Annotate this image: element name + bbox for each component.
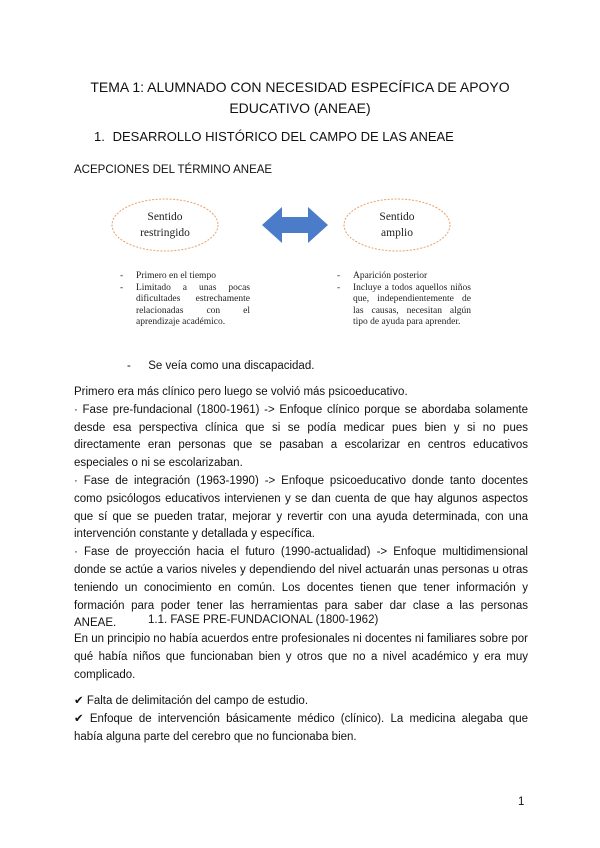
phase1-paragraph: · Fase pre-fundacional (1800-1961) -> Enfoque clínico porque se abordaba solamente desde esa perspectiva clínica que si se podía medicar pues bien y si no pues directamente eran personas que se pasaban a escolarizar en centros educativos especiales o ni se escolarizaban. [74,403,528,470]
document-title-line1: TEMA 1: ALUMNADO CON NECESIDAD ESPECÍFICA DE APOYO [90,79,510,95]
list-item: - Incluye a todos aquellos niños que, independientemente de las causas, necesitan algún tipo de ayuda para aprender. [337,283,471,329]
intro-paragraph: Primero era más clínico pero luego se volvió más psicoeducativo. [74,386,408,398]
document-title-line2: EDUCATIVO (ANEAE) [229,100,371,116]
section-title: DESARROLLO HISTÓRICO DEL CAMPO DE LAS ANEAE [112,129,454,144]
phases-block [74,384,528,633]
dash-list-item [127,360,314,372]
list-item: - Primero en el tiempo [120,271,250,283]
check-item: ✔ Enfoque de intervención básicamente médico (clínico). La medicina alegaba que había alguna parte del cerebro que no funcionaba bien. [74,712,528,743]
oval-right-line2: amplio [381,227,413,239]
subsection-heading: ACEPCIONES DEL TÉRMINO ANEAE [74,164,273,176]
oval-right-line1: Sentido [379,211,415,223]
acepciones-diagram [110,196,500,256]
oval-right-label [347,209,447,241]
phase3-paragraph: · Fase de proyección hacia el futuro (1990-actualidad) -> Enfoque multidimensional donde se actúe a varios niveles y dependiendo del nivel actuarán unas personas u otras teniendo un conocimiento en común. Los docentes tienen que tener información y formación para poder tener las herramientas para saber dar clase a las personas ANEAE. [74,546,528,630]
list-item: - Aparición posterior [337,271,471,283]
dash-item-text: Se veía como una discapacidad. [148,360,315,372]
subsection-1-1-paragraph: En un principio no había acuerdos entre profesionales ni docentes ni familiares sobre por qué había niños que funcionaban bien y otros que no a nivel académico y era muy complicado. [74,633,528,681]
left-characteristics-list [120,271,250,329]
section-heading [94,129,454,144]
dash-bullet: - [127,360,131,372]
oval-left-label [115,209,215,241]
phase2-paragraph: · Fase de integración (1963-1990) -> Enfoque psicoeducativo donde tanto docentes como psicólogos educativos intervienen y se dan cuenta de que hay algunos aspectos que sí que se pueden tratar, mejorar y revertir con una ayuda determinada, con una intervención constante y detallada y específica. [74,474,528,541]
double-arrow-icon [262,207,328,243]
page-number: 1 [518,796,525,808]
check-item: ✔ Falta de delimitación del campo de estudio. [74,695,309,707]
section-number: 1. [94,129,105,144]
list-item: - Limitado a unas pocas dificultades estrechamente relacionadas con el aprendizaje académico. [120,283,250,329]
checklist [74,693,528,746]
oval-left-line2: restringido [140,227,190,239]
right-characteristics-list [337,271,471,329]
oval-left-line1: Sentido [147,211,183,223]
subsection-1-1-heading: 1.1. FASE PRE-FUNDACIONAL (1800-1962) [148,614,379,626]
